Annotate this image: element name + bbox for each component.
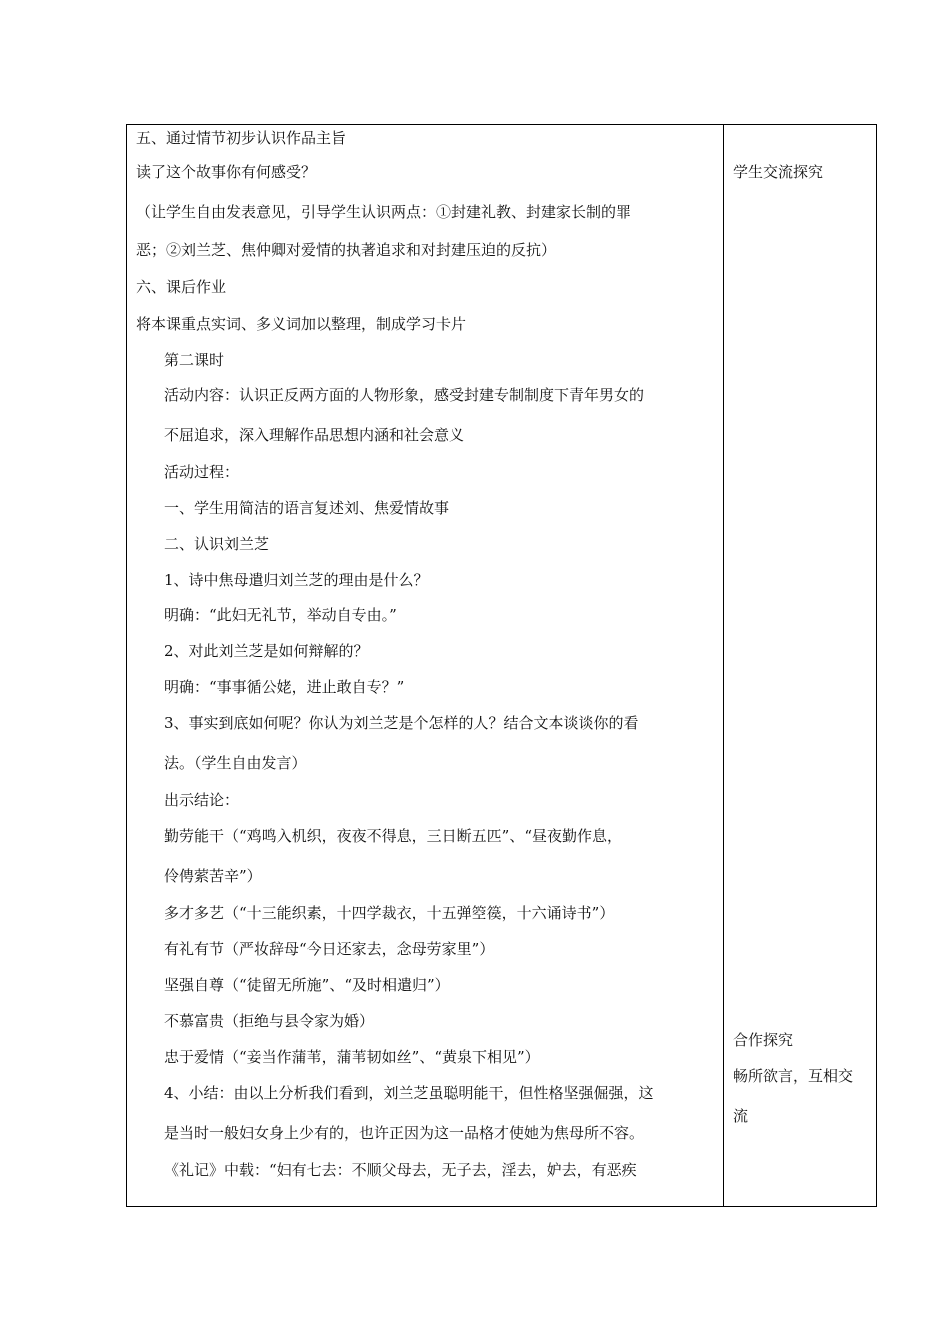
text-line: 第二课时	[164, 351, 225, 369]
text-line: 2、对此刘兰芝是如何辩解的？	[164, 642, 369, 660]
text-line: 活动内容：认识正反两方面的人物形象，感受封建专制制度下青年男女的	[164, 386, 645, 404]
text-line: 一、学生用简洁的语言复述刘、焦爱情故事	[164, 499, 450, 517]
side-note: 畅所欲言，互相交	[733, 1067, 854, 1085]
side-note: 流	[733, 1107, 749, 1125]
text-line: 读了这个故事你有何感受？	[136, 163, 317, 181]
text-line: 六、课后作业	[136, 278, 227, 296]
side-note: 合作探究	[733, 1031, 794, 1049]
text-line: 明确：“事事循公姥，进止敢自专？”	[164, 678, 405, 696]
text-line: （让学生自由发表意见，引导学生认识两点：①封建礼教、封建家长制的罪	[136, 203, 632, 221]
text-line: 不慕富贵（拒绝与县令家为婚）	[164, 1012, 375, 1030]
text-line: 五、通过情节初步认识作品主旨	[136, 129, 347, 147]
text-line: 有礼有节（严妆辞母“今日还家去，念母劳家里”）	[164, 940, 495, 958]
column-divider	[723, 124, 724, 1207]
text-line: 出示结论：	[164, 791, 240, 809]
text-line: 勤劳能干（“鸡鸣入机织，夜夜不得息，三日断五匹”、“昼夜勤作息，	[164, 827, 623, 845]
text-line: 1、诗中焦母遣归刘兰芝的理由是什么？	[164, 571, 429, 589]
text-line: 坚强自尊（“徒留无所施”、“及时相遣归”）	[164, 976, 450, 994]
text-line: 是当时一般妇女身上少有的，也许正因为这一品格才使她为焦母所不容。	[164, 1124, 645, 1142]
text-line: 3、事实到底如何呢？你认为刘兰芝是个怎样的人？结合文本谈谈你的看	[164, 714, 639, 732]
text-line: 伶俜萦苦辛”）	[164, 867, 262, 885]
text-line: 法。（学生自由发言）	[164, 754, 307, 772]
text-line: 忠于爱情（“妾当作蒲苇，蒲苇韧如丝”、“黄泉下相见”）	[164, 1048, 540, 1066]
side-note: 学生交流探究	[733, 163, 824, 181]
text-line: 明确：“此妇无礼节，举动自专由。”	[164, 606, 397, 624]
text-line: 不屈追求，深入理解作品思想内涵和社会意义	[164, 426, 465, 444]
text-line: 《礼记》中载：“妇有七去：不顺父母去，无子去，淫去，妒去，有恶疾	[164, 1161, 637, 1179]
text-line: 4、小结：由以上分析我们看到，刘兰芝虽聪明能干，但性格坚强倔强，这	[164, 1084, 654, 1102]
text-line: 二、认识刘兰芝	[164, 535, 270, 553]
text-line: 将本课重点实词、多义词加以整理，制成学习卡片	[136, 315, 467, 333]
text-line: 多才多艺（“十三能织素，十四学裁衣，十五弹箜篌，十六诵诗书”）	[164, 904, 615, 922]
text-line: 恶；②刘兰芝、焦仲卿对爱情的执著追求和对封建压迫的反抗）	[136, 241, 557, 259]
text-line: 活动过程：	[164, 463, 240, 481]
